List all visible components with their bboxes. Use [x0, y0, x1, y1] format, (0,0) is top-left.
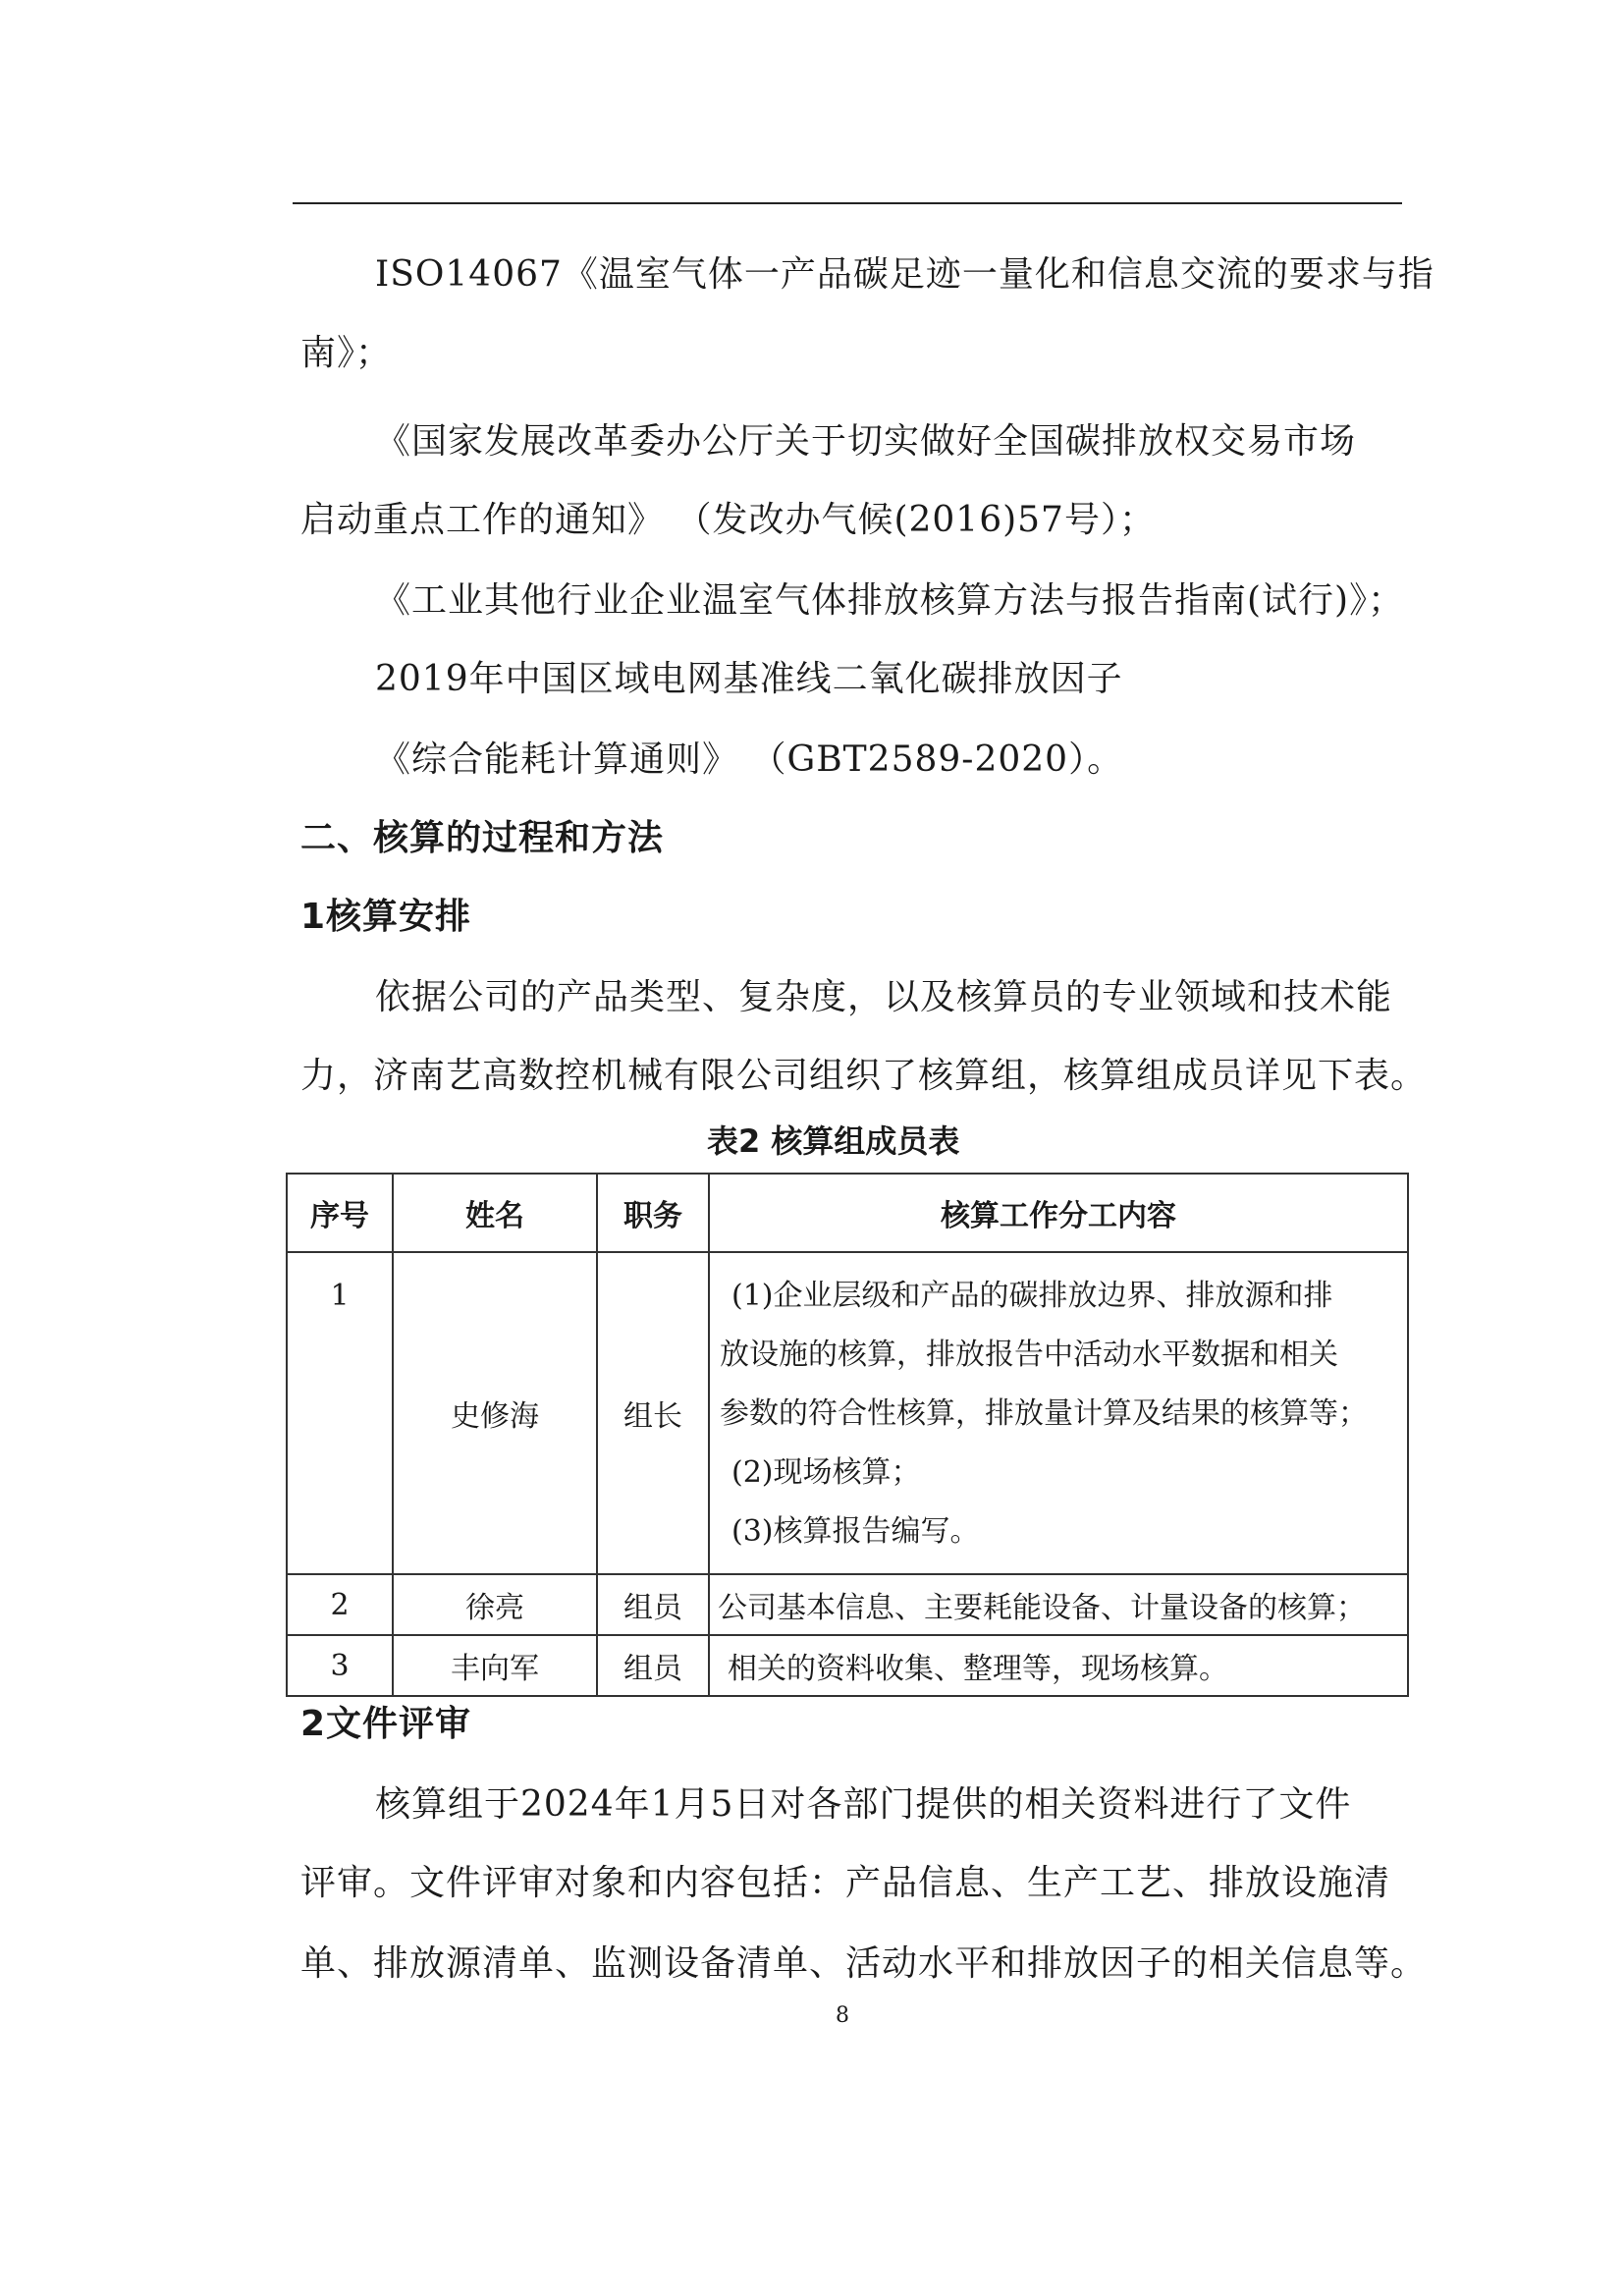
row-no: 3 — [287, 1635, 393, 1696]
header-name: 姓名 — [393, 1174, 597, 1252]
subsection-heading: 2文件评审 — [300, 1704, 472, 1744]
table-caption: 表2 核算组成员表 — [707, 1122, 960, 1160]
row-name: 徐亮 — [393, 1574, 597, 1635]
paragraph-line: 核算组于2024年1月5日对各部门提供的相关资料进行了文件 — [375, 1784, 1352, 1825]
duty-line: 参数的符合性核算，排放量计算及结果的核算等； — [720, 1396, 1368, 1431]
reference-line: 南》； — [300, 333, 393, 373]
duty-line: (2)现场核算； — [731, 1455, 921, 1490]
table-row — [287, 1252, 1408, 1574]
paragraph-line: 单、排放源清单、监测设备清单、活动水平和排放因子的相关信息等。 — [300, 1943, 1428, 1984]
header-duties: 核算工作分工内容 — [709, 1174, 1408, 1252]
section-heading: 二、核算的过程和方法 — [300, 818, 665, 858]
row-duties — [709, 1252, 1408, 1574]
duty-line: (3)核算报告编写。 — [731, 1514, 980, 1549]
row-duties: 公司基本信息、主要耗能设备、计量设备的核算； — [709, 1574, 1408, 1635]
subsection-heading: 1核算安排 — [300, 897, 472, 937]
row-name: 丰向军 — [393, 1635, 597, 1696]
header-role: 职务 — [597, 1174, 709, 1252]
row-name: 史修海 — [393, 1252, 597, 1574]
row-no: 2 — [287, 1574, 393, 1635]
table-row — [287, 1635, 1408, 1696]
row-role: 组长 — [597, 1252, 709, 1574]
header-no: 序号 — [287, 1174, 393, 1252]
row-no: 1 — [287, 1252, 393, 1574]
team-table — [286, 1173, 1409, 1697]
paragraph-line: 力，济南艺高数控机械有限公司组织了核算组，核算组成员详见下表。 — [300, 1056, 1428, 1096]
reference-line: ISO14067《温室气体一产品碳足迹一量化和信息交流的要求与指 — [375, 254, 1434, 295]
table-header-row — [287, 1174, 1408, 1252]
row-role: 组员 — [597, 1574, 709, 1635]
header-rule — [293, 202, 1402, 204]
reference-line: 《国家发展改革委办公厅关于切实做好全国碳排放权交易市场 — [375, 421, 1357, 462]
page-number: 8 — [836, 2003, 849, 2028]
reference-line: 《工业其他行业企业温室气体排放核算方法与报告指南(试行)》； — [375, 580, 1405, 621]
paragraph-line: 评审。文件评审对象和内容包括：产品信息、生产工艺、排放设施清 — [300, 1863, 1391, 1903]
reference-line: 2019年中国区域电网基准线二氧化碳排放因子 — [375, 659, 1123, 699]
paragraph-line: 依据公司的产品类型、复杂度，以及核算员的专业领域和技术能 — [375, 977, 1393, 1017]
row-role: 组员 — [597, 1635, 709, 1696]
duty-line: (1)企业层级和产品的碳排放边界、排放源和排 — [731, 1279, 1333, 1313]
reference-line: 《综合能耗计算通则》 （GBT2589-2020）。 — [375, 739, 1124, 780]
row-duties: 相关的资料收集、整理等，现场核算。 — [709, 1635, 1408, 1696]
duty-line: 放设施的核算，排放报告中活动水平数据和相关 — [720, 1338, 1338, 1372]
reference-line: 启动重点工作的通知》 （发改办气候(2016)57号）； — [300, 500, 1156, 540]
table-row — [287, 1574, 1408, 1635]
